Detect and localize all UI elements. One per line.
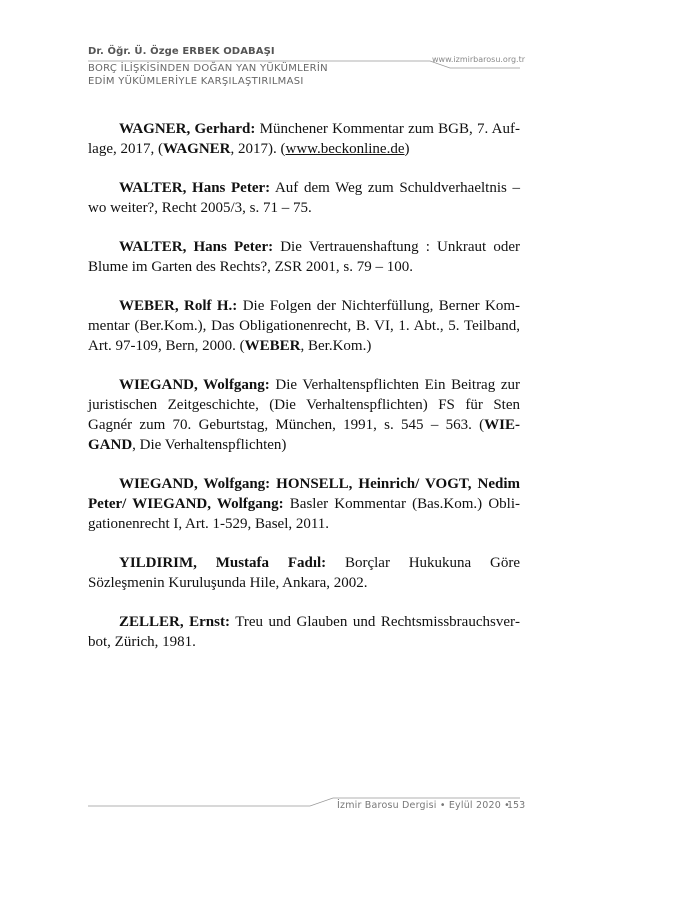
bibliography-entry	[88, 553, 520, 593]
entry-author: WAGNER	[162, 141, 231, 157]
entry-author: WALTER, Hans Peter:	[119, 239, 274, 255]
header-url: www.izmirbarosu.org.tr	[432, 55, 526, 64]
entry-author: YILDIRIM, Mustafa Fadıl:	[119, 555, 327, 571]
entry-text: , 2017). (	[230, 141, 286, 157]
entry-text: Auf dem Weg zum Schuldverhaeltnis – wo weiter?, Recht 2005/3, s. 71 – 75.	[88, 180, 520, 216]
entry-text: Die Vertrauenshaftung : Unkraut oder Blume im Garten des Rechts?, ZSR 2001, s. 79 – 100.	[88, 239, 520, 275]
bibliography-entry	[88, 375, 520, 455]
entry-author: WEBER	[244, 338, 301, 354]
bibliography-list	[88, 119, 520, 671]
entry-text: Die Folgen der Nichterfüllung, Berner Kommentar (Ber.Kom.), Das Obligationenrecht, B. VI, 1. Abt., 5. Teilband, Art. 97-109, Bern, 2000. (	[88, 298, 520, 354]
entry-author: WIEGAND, Wolfgang:	[119, 377, 270, 393]
entry-text: Borçlar Hukukuna Göre Sözleşmenin Kuruluşunda Hile, Ankara, 2002.	[88, 555, 520, 591]
entry-text: Basler Kommentar (Bas.Kom.) Obligationenrecht I, Art. 1-529, Basel, 2011.	[88, 496, 521, 532]
entry-author: WIEGAND, Wolfgang: HONSELL, Heinrich/ VOGT, Nedim Peter/ WIEGAND, Wolfgang:	[88, 476, 520, 512]
entry-author: WALTER, Hans Peter:	[119, 180, 271, 196]
header-title-line2: EDİM YÜKÜMLERİYLE KARŞILAŞTIRILMASI	[88, 76, 304, 87]
bibliography-entry	[88, 612, 520, 652]
entry-text: , Die Verhaltenspflichten)	[132, 437, 287, 453]
entry-text: Treu und Glauben und Rechtsmissbrauchsverbot, Zürich, 1981.	[88, 614, 520, 650]
entry-text: )	[404, 141, 410, 157]
entry-text: , Ber.Kom.)	[300, 338, 372, 354]
bibliography-entry	[88, 474, 520, 534]
entry-text: Münchener Kommentar zum BGB, 7. Auflage, 2017, (	[88, 121, 521, 157]
entry-link[interactable]: www.beckonline.de	[285, 141, 405, 157]
header-title-line1: BORÇ İLİŞKİSİNDEN DOĞAN YAN YÜKÜMLERİN	[88, 63, 328, 74]
bibliography-entry	[88, 178, 520, 218]
entry-author: ZELLER, Ernst:	[119, 614, 230, 630]
bibliography-entry	[88, 296, 520, 356]
entry-author: WIEGAND	[88, 417, 520, 453]
bibliography-entry	[88, 237, 520, 277]
bibliography-entry	[88, 119, 520, 159]
page-number: 153	[507, 800, 526, 811]
header-rule	[88, 61, 520, 68]
entry-author: WEBER, Rolf H.:	[119, 298, 238, 314]
entry-text: Die Verhaltenspflichten Ein Beitrag zur juristischen Zeitgeschichte, (Die Verhaltenspflichten) FS für Sten Gagnér zum 70. Geburtstag, München, 1991, s. 545 – 563. (	[88, 377, 520, 433]
entry-author: WAGNER, Gerhard:	[119, 121, 256, 137]
header-author: Dr. Öğr. Ü. Özge ERBEK ODABAŞI	[88, 46, 275, 57]
footer-journal: İzmir Barosu Dergisi • Eylül 2020 •	[337, 800, 510, 811]
